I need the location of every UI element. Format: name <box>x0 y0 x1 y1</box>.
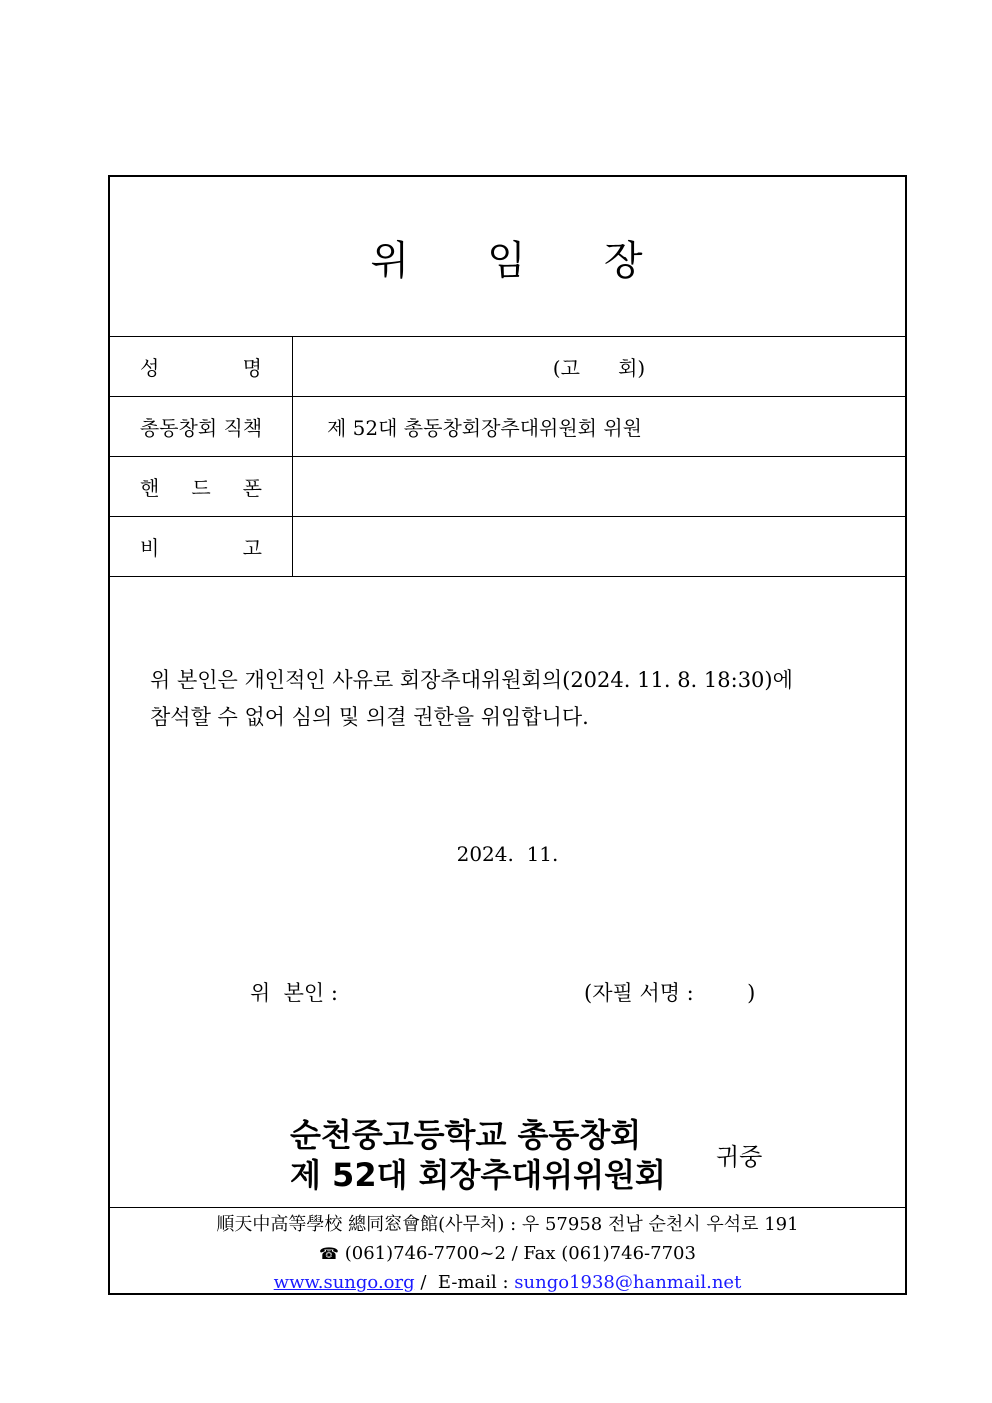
title-char-2: 임 <box>487 237 528 284</box>
phone-label-char-2: 드 <box>191 476 211 500</box>
position-value[interactable]: 제 52대 총동창회장추대위원회 위원 <box>293 397 906 457</box>
note-label <box>110 517 293 577</box>
title-char-3: 장 <box>603 237 645 284</box>
org-line-2: 제 52대 회장추대위위원회 <box>290 1156 666 1194</box>
footer-address: 順天中高等學校 總同窓會館(사무처) : 우 57958 전남 순천시 우석로 191 <box>216 1214 799 1235</box>
phone-label <box>110 457 293 517</box>
position-label-text: 총동창회 직책 <box>139 416 263 440</box>
telephone-icon: ☎ <box>319 1244 339 1263</box>
footer-phone: (061)746-7700~2 / Fax (061)746-7703 <box>344 1243 696 1264</box>
document-date: 2024. 11. <box>456 842 559 866</box>
name-label-char-1: 성 <box>140 356 160 380</box>
page-title <box>110 177 905 337</box>
note-row <box>110 517 905 577</box>
phone-row <box>110 457 905 517</box>
title-char-1: 위 <box>370 237 412 284</box>
delegation-statement <box>150 662 793 736</box>
name-value[interactable]: (고 회) <box>293 337 906 397</box>
info-table <box>110 336 905 577</box>
position-row <box>110 397 905 457</box>
website-link[interactable]: www.sungo.org <box>273 1272 415 1293</box>
position-label <box>110 397 293 457</box>
note-label-char-2: 고 <box>242 536 262 560</box>
note-label-char-1: 비 <box>140 536 160 560</box>
recipient-suffix: 귀중 <box>716 1143 763 1171</box>
signature-field[interactable]: (자필 서명 : ) <box>584 981 756 1005</box>
name-row <box>110 337 905 397</box>
footer-web <box>110 1268 905 1297</box>
email-link[interactable]: sungo1938@hanmail.net <box>514 1272 742 1293</box>
phone-value[interactable] <box>293 457 906 517</box>
name-label <box>110 337 293 397</box>
footer-contact <box>110 1239 905 1268</box>
footer <box>110 1207 905 1297</box>
note-value[interactable] <box>293 517 906 577</box>
name-label-char-2: 명 <box>242 356 262 380</box>
email-separator: / E-mail : <box>420 1272 509 1293</box>
phone-label-char-3: 폰 <box>242 476 262 500</box>
statement-line-1: 위 본인은 개인적인 사유로 회장추대위원회의(2024. 11. 8. 18:30)에 <box>150 668 793 692</box>
document-frame <box>108 175 907 1295</box>
org-line-1: 순천중고등학교 총동창회 <box>290 1116 642 1154</box>
recipient-organization <box>290 1115 666 1195</box>
signer-label: 위 본인 : <box>250 981 338 1005</box>
statement-line-2: 참석할 수 없어 심의 및 의결 권한을 위임합니다. <box>150 705 589 729</box>
phone-label-char-1: 핸 <box>140 476 160 500</box>
